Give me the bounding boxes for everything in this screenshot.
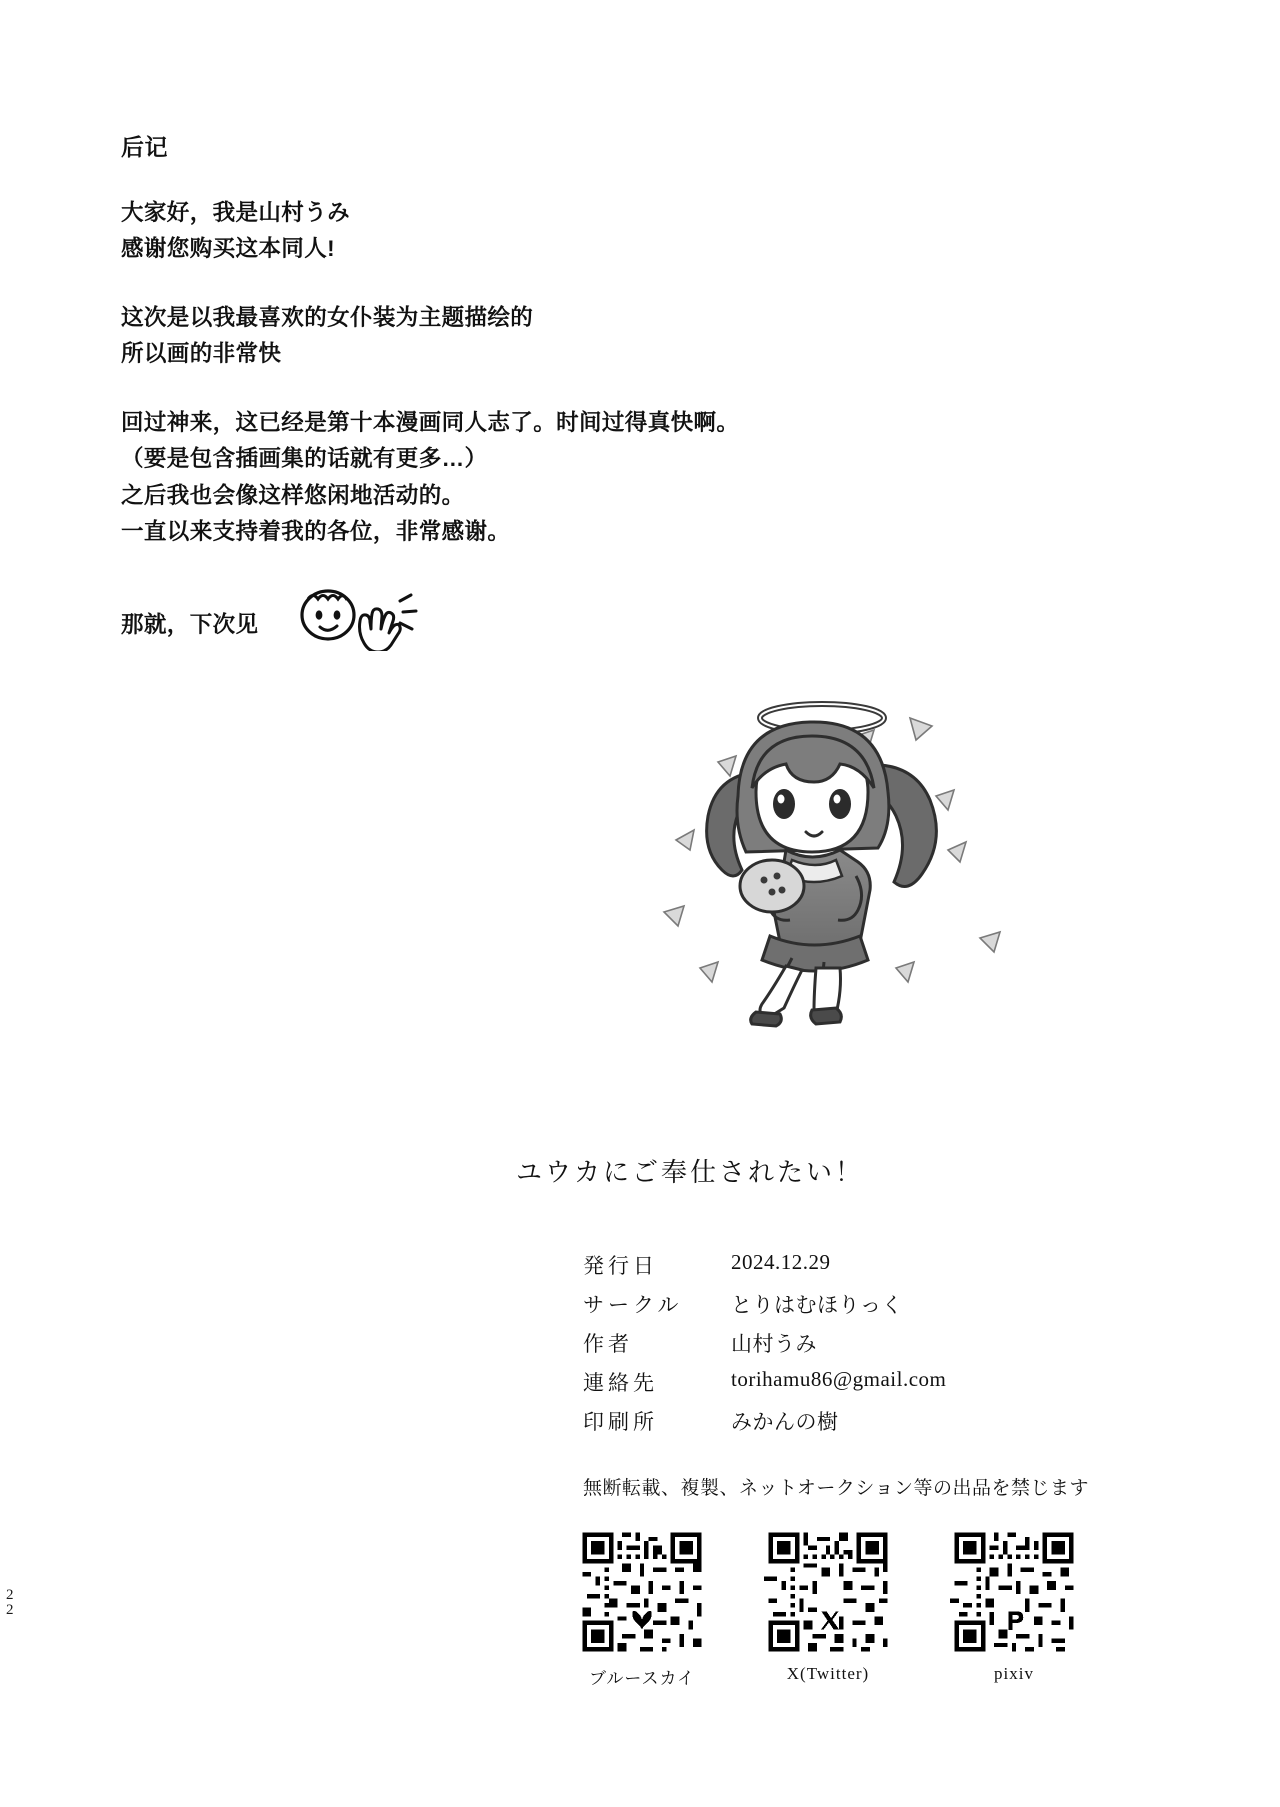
colophon-table: [583, 1250, 946, 1445]
qr-pixiv-item[interactable]: [950, 1528, 1078, 1689]
qr-bluesky-item[interactable]: [578, 1528, 706, 1689]
colophon-value: とりはむほりっく: [731, 1293, 903, 1317]
afterword-heading: 后记: [121, 134, 168, 160]
qr-code-row: [578, 1528, 1078, 1689]
signoff-text: 那就，下次见: [121, 612, 259, 637]
page-number: [6, 1588, 14, 1618]
afterword-line: 大家好，我是山村うみ: [121, 200, 351, 225]
colophon-row: [583, 1250, 946, 1289]
colophon-row: [583, 1289, 946, 1328]
colophon-row: [583, 1367, 946, 1406]
page-number-digit: 2: [6, 1587, 14, 1603]
afterword-line: 这次是以我最喜欢的女仆装为主题描绘的: [121, 304, 534, 330]
colophon-label: 発行日: [583, 1254, 658, 1278]
afterword-line: 之后我也会像这样悠闲地活动的。: [121, 482, 465, 508]
copyright-notice: 無断転載、複製、ネットオークション等の出品を禁じます: [583, 1478, 1090, 1499]
colophon-value: みかんの樹: [731, 1410, 839, 1434]
colophon-value: torihamu86@gmail.com: [731, 1367, 947, 1391]
paragraph-gap: [121, 268, 941, 300]
qr-twitter-caption: X(Twitter): [786, 1664, 870, 1683]
page-number-digit: 2: [6, 1602, 14, 1618]
colophon-value: 2024.12.29: [731, 1250, 831, 1274]
waving-face-doodle-icon: [290, 587, 420, 656]
colophon-label: 作者: [583, 1332, 633, 1356]
afterword-line: 一直以来支持着我的各位，非常感谢。: [121, 519, 511, 545]
colophon-row: [583, 1328, 946, 1367]
colophon-label: 印刷所: [583, 1410, 658, 1434]
afterword-line: （要是包含插画集的话就有更多…）: [121, 446, 488, 472]
paragraph-gap: [121, 373, 941, 405]
work-title: ユウカにご奉仕されたい！: [515, 1158, 864, 1187]
qr-pixiv-caption: pixiv: [994, 1664, 1034, 1683]
qr-twitter-item[interactable]: [764, 1528, 892, 1689]
colophon-label: サークル: [583, 1293, 683, 1317]
afterword-section: [121, 136, 941, 656]
qr-pixiv[interactable]: [950, 1528, 1078, 1656]
afterword-line: 所以画的非常快: [121, 341, 282, 367]
afterword-line: 回过神来，这已经是第十本漫画同人志了。时间过得真快啊。: [121, 409, 740, 435]
signoff-row: [121, 591, 941, 656]
colophon-label: 連絡先: [583, 1371, 658, 1395]
chibi-girl-with-halo-illustration: [660, 700, 1080, 1060]
qr-bluesky-caption: ブルースカイ: [589, 1669, 695, 1688]
afterword-line: 感谢您购买这本同人!: [121, 236, 335, 262]
qr-twitter[interactable]: [764, 1528, 892, 1656]
colophon-row: [583, 1406, 946, 1445]
qr-bluesky[interactable]: [578, 1528, 706, 1656]
colophon-value: 山村うみ: [731, 1332, 817, 1356]
